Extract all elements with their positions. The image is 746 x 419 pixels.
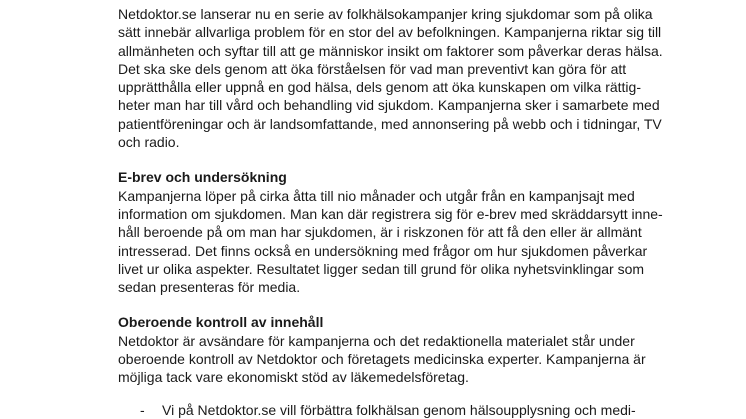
kontroll-line: Netdoktor är avsändare för kampanjerna och det redaktionella materialet står under: [118, 332, 635, 349]
intro-line: och radio.: [118, 134, 180, 151]
intro-paragraph: [118, 5, 678, 151]
bullet-marker: -: [140, 401, 145, 418]
kontroll-line: oberoende kontroll av Netdoktor och företagets medicinska experter. Kampanjerna är: [118, 351, 646, 368]
ebrev-line: intresserad. Det finns också en undersökning med frågor om hur sjukdomen påverkar: [118, 242, 648, 259]
ebrev-line: information om sjukdomen. Man kan där registrera sig för e-brev med skräddarsytt inne-: [118, 205, 663, 222]
paragraph-spacer: [118, 151, 678, 168]
ebrev-line: håll beroende på om man har sjukdomen, är i riskzonen för att få den eller är allmänt: [118, 224, 642, 241]
ebrev-heading: E-brev och undersökning: [118, 169, 287, 186]
intro-line: sätt innebär allvarliga problem för en stor del av befolkningen. Kampanjerna riktar sig till: [118, 24, 662, 41]
intro-line: Netdoktor.se lanserar nu en serie av folkhälsokampanjer kring sjukdomar som på olika: [118, 6, 653, 22]
intro-line: Det ska ske dels genom att öka förståelsen för vad man preventivt kan göra för att: [118, 60, 627, 77]
paragraph-spacer: [118, 296, 678, 313]
list-item: [118, 401, 678, 419]
kontroll-line: möjliga tack vare ekonomiskt stöd av läkemedelsföretag.: [118, 369, 469, 386]
ebrev-line: livet ur olika aspekter. Resultatet ligger sedan till grund för olika nyhetsvinklingar som: [118, 260, 645, 277]
kontroll-heading: Oberoende kontroll av innehåll: [118, 314, 324, 331]
ebrev-line: sedan presenteras för media.: [118, 279, 301, 296]
ebrev-line: Kampanjerna löper på cirka åtta till nio månader och utgår från en kampanjsajt med: [118, 187, 635, 204]
intro-line: patientföreningar och är landsomfattande, med annonsering på webb och i tidningar, TV: [118, 115, 662, 132]
ebrev-section: [118, 168, 678, 296]
kontroll-section: [118, 313, 678, 386]
intro-line: allmänheten och syftar till att ge människor insikt om faktorer som påverkar deras hälsa.: [118, 42, 663, 59]
bullet-text: Vi på Netdoktor.se vill förbättra folkhälsan genom hälsoupplysning och medi-: [162, 401, 636, 418]
intro-line: upprätthålla eller uppnå en god hälsa, dels genom att öka kunskapen om vilka rättig-: [118, 79, 641, 96]
intro-line: heter man har till vård och behandling vid sjukdom. Kampanjerna sker i samarbete med: [118, 97, 660, 114]
document-body: [118, 5, 678, 419]
